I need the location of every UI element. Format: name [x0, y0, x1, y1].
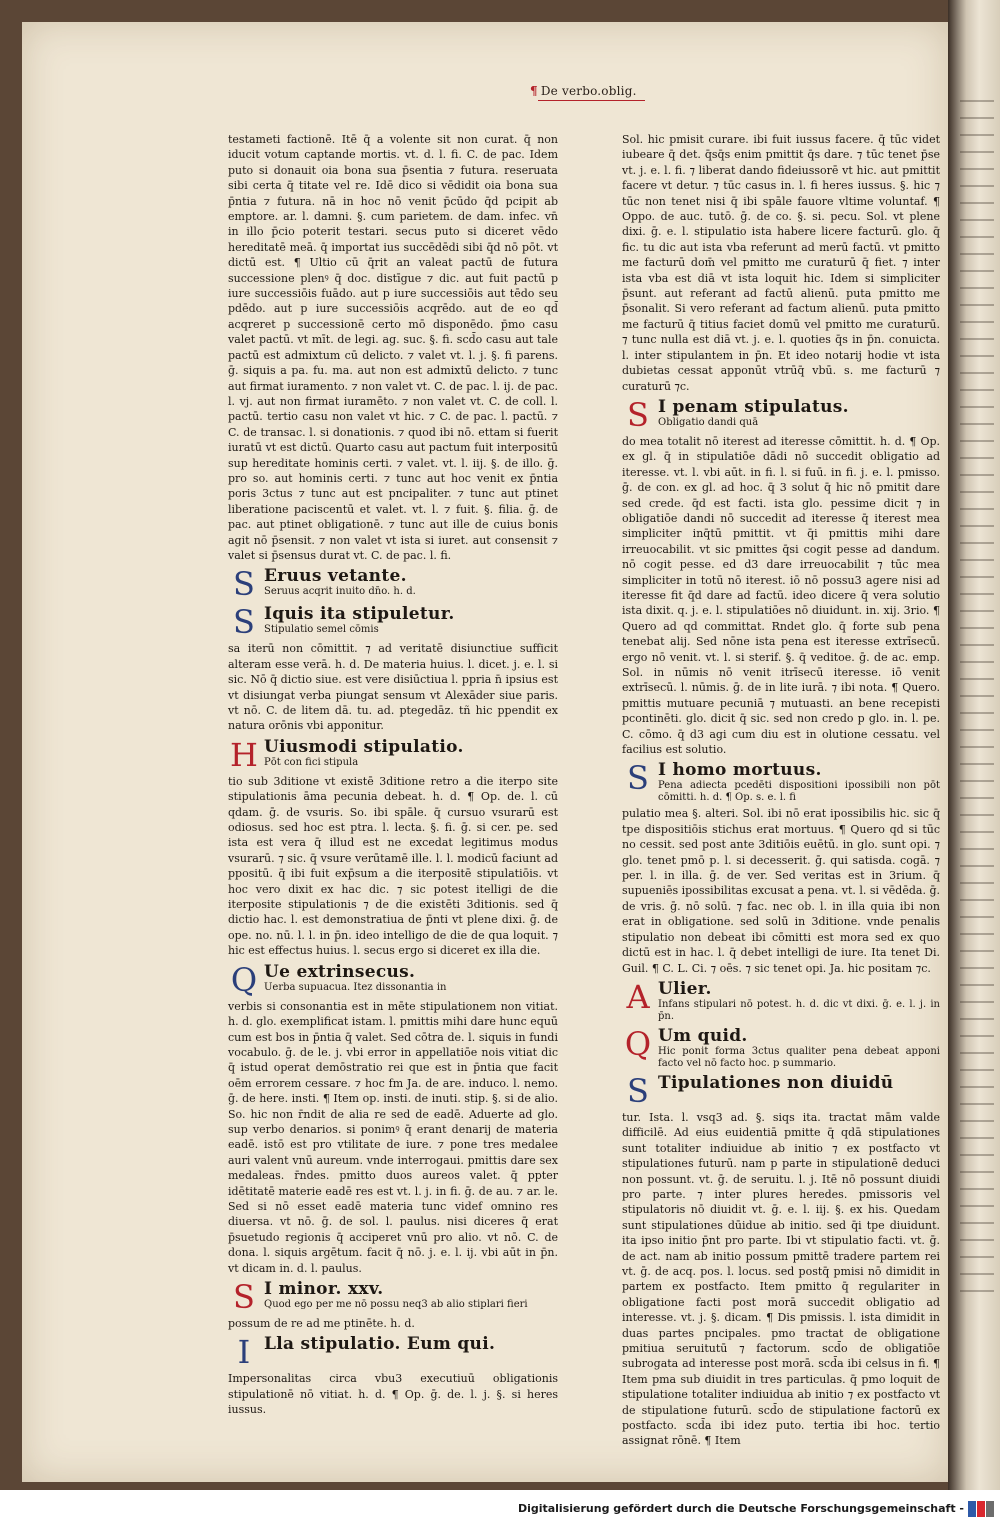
decorated-initial: I: [237, 1333, 251, 1372]
decorated-initial: Q: [230, 960, 258, 999]
section-summary: Pena adiecta pcedēti dispositioni ipossibili non pōt cōmitti. h. d. ¶ Op. s. e. l. fi: [658, 780, 940, 804]
section-body-text: pulatio mea §. alteri. Sol. ibi nō erat ipossibilis hic. sic q̄ tpe dispositiōis stichus erat mortuus. ¶ Quero qd si tūc no cessit. sed post ante 3ditiōis euētū. in glo. sunt opi. ⁊ glo. tenet pmō p. l. si decesserit. ḡ. qui satisda. cogā. ⁊ per. l. in illa. ḡ. de ver. Sed veritas est in 3rium. q̄ supueniēs ipossibilitas excusat a pena. vt. l. si vēdēda. ḡ. de vris. ḡ. nō solū. ⁊ fac. nec ob. l. in illa quia ibi non erat in obligatione. sed solū in 3ditione. vnde penalis stipulatio non debeat ibi cōmitti est mora sed ex quo dictū est in hac. l. q̄ debet intelligi de iure. Ita tenet Di. Guil. ¶ C. L. Ci. ⁊ oēs. ⁊ sic tenet opi. Ja. hic positam ⁊c.: [622, 807, 940, 975]
logo-bar-grey: [986, 1501, 994, 1517]
section-rubric: [228, 565, 558, 604]
section-heading: Eruus vetante.: [264, 566, 407, 587]
section-summary: Stipulatio semel cōmis: [264, 624, 379, 636]
section-summary: Infans stipulari nō potest. h. d. dic vt dixi. ḡ. e. l. j. in p̄n.: [658, 998, 940, 1022]
commentary-section: [622, 1024, 940, 1070]
section-body-text: verbis si consonantia est in mēte stipulationem non vitiat. h. d. glo. exemplificat istam. l. pmittis mihi dare hunc equū cum est bos in p̄ntia q̄ valet. Sed cōtra de. l. siquis in fundi vocabulo. ḡ. de le. j. vbi error in appellatiōe nois vitiat dic q̄ istud operat demōstratio rei que est in p̄ntia que facit oēm errorem cessare. ⁊ hoc fm Ja. de are. induco. l. nemo. ḡ. de here. insti. ¶ Item op. insti. de inuti. stip. §. si de alio. So. hic non r̄ndit de alia re sed de eadē. Aduerte ad glo. sup verbo denarios. si ponimꝰ q̄ erant denarij de materia eadē. istō est pro vtilitate de iure. ⁊ pone tres medalee auri valent vnū aureum. vnde interrogaui. pmittis dare sex medaleas. r̄ndes. pmitto duos aureos valet. q̄ ppter idētitatē materie eadē res est vt. l. j. in fi. ḡ. de au. ⁊ ar. le. Sed si nō esset eadē materia tunc videf omnino res diuersa. vt nō. ḡ. de sol. l. paulus. nisi diceres q̄ erat p̄suetudo regionis q̄ acciperet vnū pro alio. vt nō. C. de dona. l. siquis argētum. facit q̄ nō. j. e. l. ij. vbi aūt in p̄n. vt dicam in. d. l. paulus.: [228, 999, 558, 1275]
decorated-initial: S: [627, 395, 649, 434]
section-summary: Pōt con fici stipula: [264, 756, 359, 768]
section-body-text: possum de re ad me ptinēte. h. d.: [228, 1317, 415, 1330]
section-heading: Um quid.: [658, 1025, 748, 1046]
section-body-text: tur. Ista. l. vsq3 ad. §. siqs ita. tractat mām valde difficilē. Ad eius euidentiā pmitte q̄ qdā stipulationes sunt totaliter indiuidue ab initio ⁊ ex postfacto vt stipulationes futurū. nam p parte in stipulationē deduci non possunt. vt. ḡ. de seruitu. l. j. Itē nō possunt diuidi pro parte. ⁊ inter plures heredes. pmissoris vel stipulatoris nō diuidit vt. ḡ. e. l. iij. §. ex his. Quedam sunt stipulationes dūidue ab initio. sed q̄i tpe diuidunt. ita ipso initio p̄nt pro parte. Ibi vt stipulatio facti. vt. ḡ. de act. nam ab initio possum pmittē tradere partem rei vt. ḡ. de acq. pos. l. locus. sed postq̄ pmisi nō dimidit in partem ex postfacto. Item pmitto q̄ regulariter in obligatione facti post morā succedit obligatio ad interesse. vt. j. §. dicam. ¶ Dis pmissis. l. ista dimidit in duas partes pncipales. pmo tractat de obligatione pmitiua seruitutū ⁊ factorum. scd̄o de obligatiōe subrogata ad interesse post morā. scd̄a ibi celsus in fi. ¶ Item pma sub diuidit in tres particulas. q̄ pmo loquit de stipulatione totaliter indiuidua ab initio ⁊ ex postfacto vt de stipulatione futurū. scd̄o de stipulatione factorū ex postfacto. scd̄a ibi idez puto. tertia ibi hoc. tertio assignat rōnē. ¶ Item: [622, 1110, 940, 1448]
section-heading: I minor. xxv.: [264, 1279, 384, 1299]
rubric-body: [658, 398, 940, 429]
show-through-text: [960, 100, 994, 1300]
rubric-body: [658, 1027, 940, 1070]
decorated-initial: S: [233, 565, 255, 604]
commentary-section: [622, 1071, 940, 1449]
commentary-section: [622, 761, 940, 975]
decorated-initial: S: [627, 759, 649, 798]
section-summary: Quod ego per me nō possu neq3 ab alio stiplari fieri: [264, 1299, 528, 1310]
section-rubric: [622, 1024, 940, 1070]
running-head: [530, 84, 637, 98]
rubric-body: [658, 1074, 940, 1093]
rubric-body: [264, 1280, 558, 1311]
section-rubric: [228, 735, 558, 774]
section-heading: Tipulationes non diuidū: [658, 1072, 894, 1093]
commentary-section: [228, 1280, 558, 1331]
section-heading: I penam stipulatus.: [658, 396, 849, 417]
section-rubric: [622, 1071, 940, 1110]
section-body-text: sa iterū non cōmittit. ⁊ ad veritatē disiunctiue sufficit alteram esse verā. h. d. De materia huius. l. dicet. j. e. l. si sic. Nō q̄ dictio siue. est vere disiūctiua l. ppria n̄ ipsius est vt disiungat verba piungat sensum vt Alexāder siue paris. vt nō. C. de litem dā. tu. ad. ptegedāz. tñ hic ppendit ex natura orōnis vbi apponitur.: [228, 642, 558, 733]
decorated-initial: Q: [624, 1024, 652, 1063]
left-text-column: [228, 132, 558, 1417]
decorated-initial: A: [626, 977, 650, 1016]
section-rubric: [622, 395, 940, 434]
paragraph-mark-icon: ¶: [530, 84, 538, 98]
rubric-body: [658, 761, 940, 804]
decorated-initial: S: [233, 603, 255, 642]
dfg-credit-text: Digitalisierung gefördert durch die Deutsche Forschungsgemeinschaft -: [517, 1502, 964, 1515]
section-rubric: [622, 977, 940, 1023]
right-intro-paragraph: Sol. hic pmisit curare. ibi fuit iussus facere. q̄ tūc videt iubeare q̄ det. q̄sq̄s enim pmittit q̄s dare. ⁊ tūc tenet p̄se vt. j. e. l. fi. ⁊ liberat dando fideiussorē vt hic. aut pmittit facere vt detur. ⁊ tūc casus in. l. fi heres iussus. §. hic ⁊ tūc non tenet nisi q̄ ibi spāle fauore vltime voluntaf. ¶ Oppo. de auc. tutō. ḡ. de co. §. si. pecu. Sol. vt plene dixi. ḡ. e. l. stipulatio ista habere licere facturū. glo. q̄ fic. tu dic aut ista vba referunt ad merū factū. vt pmitto me facturū dom̄ vel pmitto me curaturū q̄ fiet. ⁊ inter ista vba est diā vt ista loquit hic. Idem si simpliciter p̄sunt. aut referant ad factū alienū. puta pmitto me p̄sonalit. Si vero referant ad factum alienū. puta pmitto me facturū q̄ titius faciet domū vel pmitto me curaturū. ⁊ tunc nulla est diā vt. j. e. l. quoties q̄s in p̄n. conuicta. l. inter stipulantem in p̄n. Et ideo notarij hodie vt ista dubietas cessat apponūt vtrūq̄ vbū. s. me facturū ⁊ curaturū ⁊c.: [622, 133, 940, 393]
right-text-column: [622, 132, 940, 1448]
rubric-body: [264, 1335, 558, 1354]
commentary-section: [228, 565, 558, 604]
decorated-initial: S: [233, 1278, 255, 1316]
section-rubric: [622, 761, 940, 804]
left-intro-paragraph: testameti factionē. Itē q̄ a volente sit non curat. q̄ non iducit votum captande mortis. vt. d. l. fi. C. de pac. Idem puto si donauit oia bona sua p̄sentia ⁊ futura. reseruata sibi certa q̄ titate vel re. Idē dico si vēdidit oia bona sua p̄ntia ⁊ futura. nā in hoc nō venit p̄cūdo q̄d pcipit ab emptore. ar. l. damni. §. cum parietem. de dam. infec. vn̄ in illo p̄cio poterit testari. secus puto si diceret vēdo hereditatē meā. q̄ importat ius succēdēdi sibi q̄d nō pōt. vt dictū est. ¶ Ultio cū q̄rit an valeat pactū de futura successione plenꝰ q̄ doc. distīgue ⁊ dic. aut fuit pactū p iure successiōis fuādo. aut p iure successiōis aut tēdo seu pdēdo. aut p iure successiōis acqrēdo. aut de eo qd̄ acqreret p successionē certo mō disponēdo. p̄mo casu valet pactū. vt mīt. de legi. ag. suc. §. fi. scd̄o casu aut tale pactū est admixtum cū delicto. ⁊ valet vt. l. j. §. fi parens. ḡ. siquis a pa. fu. ma. aut non est admixtū delicto. ⁊ tunc aut firmat iuramento. ⁊ non valet vt. C. de pac. l. ij. de pac. l. vj. aut non firmat iuramēto. ⁊ non valet vt. C. de coll. l. pactū. tertio casu non valet vt hic. ⁊ C. de pac. l. pactū. ⁊ C. de transac. l. si donationis. ⁊ quod ibi nō. ettam si fuerit iuratū vt est dictū. Quarto casu aut pactum fuit interpositū sup hereditate hominis certi. ⁊ valet. vt. l. iij. §. de illo. ḡ. pro so. aut hominis certi. ⁊ tunc aut hoc venit ex p̄ntia poris 3ctus ⁊ tunc aut est pncipaliter. ⁊ tunc aut ptinet liberatione paciscentū et valet. vt. l. ⁊ fuit. §. filia. ḡ. de pac. aut ptinet obligationē. ⁊ tunc aut ille de cuius bonis agit nō p̄sensit. ⁊ non valet vt ista si iuret. aut consensit ⁊ valet si p̄sensus durat vt. C. de pac. l. fi.: [228, 133, 558, 562]
commentary-section: [228, 960, 558, 1276]
logo-bar-blue: [968, 1501, 976, 1517]
section-rubric: [228, 1280, 558, 1314]
running-head-underline: [538, 100, 645, 101]
section-summary: Obligatio dandi quā: [658, 416, 759, 428]
section-summary: Uerba supuacua. Itez dissonantia in: [264, 981, 447, 993]
commentary-section: [622, 395, 940, 758]
decorated-initial: S: [627, 1071, 649, 1110]
decorated-initial: H: [230, 735, 258, 774]
section-summary: Seruus acqrit inuito dn̄o. h. d.: [264, 586, 416, 598]
running-head-text: De verbo.oblig.: [540, 84, 637, 98]
section-rubric: [228, 1333, 558, 1372]
section-heading: Uiusmodi stipulatio.: [264, 736, 464, 757]
rubric-body: [264, 738, 558, 769]
section-body-text: Impersonalitas circa vbu3 executiuū obligationis stipulationē nō vitiat. h. d. ¶ Op. ḡ. de. l. j. §. si heres iussus.: [228, 1372, 558, 1417]
commentary-section: [228, 735, 558, 959]
section-body-text: do mea totalit nō iterest ad iteresse cōmittit. h. d. ¶ Op. ex gl. q̄ in stipulatiōe dādi nō succedit obligatio ad iteresse. vt. l. vbi aūt. in fi. l. si fuū. in fi. j. e. l. pmisso. ḡ. de con. ex gl. ad hoc. q̄ 3 solut q̄ hic nō pmitit dare sed crede. q̄d est facti. ista glo. pessime dicit ⁊ in obligatiōe dandi nō succedit ad iteresse q̄ iterest mea simpliciter inq̄tū pmittit. vt q̄i pmittis mihi dare irreuocabilit. vt sic pmittes q̄si cogit pesse ad dandum. nō cogit pesse. ed d3 dare irreuocabilit ⁊ tūc mea simpliciter in totū nō iterest. iō nō possu3 agere nisi ad iteresse fit q̄d dare ad factū. ideo dicere q̄ vera solutio ista dixit. q. j. e. l. stipulatiōes nō diuidunt. in. xij. 3rio. ¶ Quero ad qd committat. Rndet glo. q̄ forte sub pena tenebat alij. Sed nōne ista pena est iteresse extrīsecū. ergo nō venit. vt. l. si sterif. §. q̄ veditoe. ḡ. de ac. emp. Sol. in nūmis nō venit itrīsecū iteresse. iō venit extrīsecū. l. nūmis. ḡ. de in lite iurā. ⁊ ibi nota. ¶ Quero. pmittis mutuare pecuniā ⁊ mutuasti. an bene recepisti pcontinēti. glo. dicit q̄ sic. sed non credo p glo. in. l. pe. C. cōmo. q̄ d3 agi cum diu est in olutione cessatu. vel facilius est solutio.: [622, 434, 940, 757]
section-heading: Iquis ita stipuletur.: [264, 604, 455, 625]
section-heading: I homo mortuus.: [658, 760, 822, 781]
section-heading: Ue extrinsecus.: [264, 961, 416, 982]
section-body-text: tio sub 3ditione vt existē 3ditione retro a die iterpo site stipulationis āma pecunia debeat. h. d. ¶ Op. de. l. cū qdam. ḡ. de vsuris. So. ibi spāle. q̄ cursuo vsurarū est odiosus. sed hoc est ptra. l. lecta. §. fi. ḡ. si cer. pe. sed ista est vera q̄ illud est ne excedat legitimus modus vsurarū. ⁊ sic. q̄ vsure verūtamē ille. l. l. modicū faciunt ad ppositū. q̄ ibi fuit exp̄sum a die iterpositē stipulatiōis. vt hoc vero dixit ex hac dic. ⁊ sic potest itelligi de die iterposite stipulationis ⁊ de die existēti 3ditionis. sed q̄ dictio hac. l. est demonstratiua de p̄nti vt plene dixi. ḡ. de ope. no. nū. l. l. in p̄n. ideo intelligo de die de qua loquit. ⁊ hic est effectus huius. l. secus ergo si diceret ex illa die.: [228, 774, 558, 958]
rubric-body: [264, 567, 558, 598]
rubric-body: [658, 980, 940, 1023]
commentary-section: [228, 605, 558, 733]
section-summary: Hic ponit forma 3ctus qualiter pena debeat apponi facto vel nō facto hoc. p summario.: [658, 1045, 940, 1069]
section-heading: Lla stipulatio. Eum qui.: [264, 1334, 496, 1355]
commentary-section: [622, 977, 940, 1023]
section-rubric: [228, 960, 558, 999]
commentary-section: [228, 1335, 558, 1417]
section-rubric: [228, 603, 558, 642]
facing-page-edge: [948, 0, 1000, 1490]
logo-bar-red: [977, 1501, 985, 1517]
footer: [0, 1498, 1000, 1522]
dfg-logo-icon: [968, 1501, 996, 1517]
rubric-body: [264, 963, 558, 994]
rubric-body: [264, 605, 558, 636]
section-heading: Ulier.: [658, 978, 712, 999]
